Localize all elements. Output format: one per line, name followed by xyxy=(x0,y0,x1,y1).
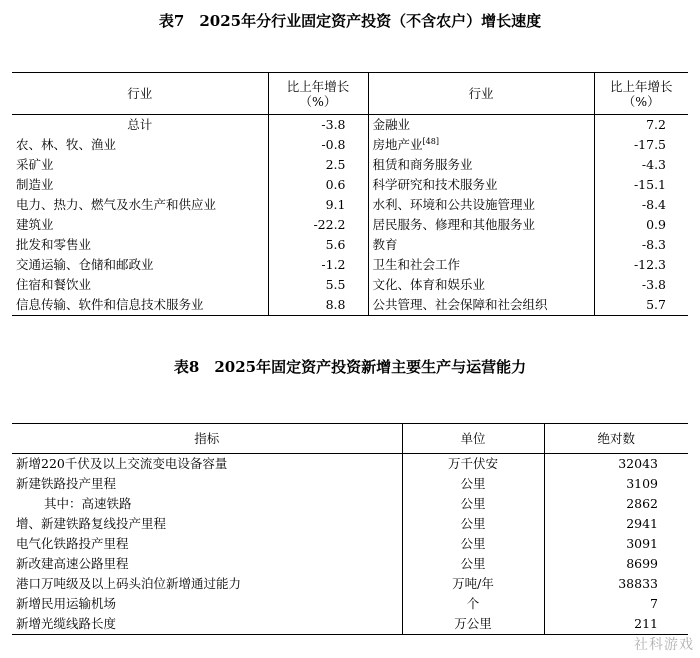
indicator-name: 增、新建铁路复线投产里程 xyxy=(12,514,402,534)
indicator-name: 新增220千伏及以上交流变电设备容量 xyxy=(12,454,402,475)
header-absolute: 绝对数 xyxy=(544,424,688,454)
table-row xyxy=(12,175,688,195)
industry-name-text: 教育 xyxy=(372,237,398,252)
industry-name: 交通运输、仓储和邮政业 xyxy=(12,255,268,275)
industry-name: 制造业 xyxy=(12,175,268,195)
table-row xyxy=(12,534,688,554)
table8-title: 表8 2025年固定资产投资新增主要生产与运营能力 xyxy=(173,358,527,376)
industry-name-text: 公共管理、社会保障和社会组织 xyxy=(372,297,548,312)
table-row xyxy=(12,554,688,574)
header-growth-left xyxy=(268,73,368,115)
header-growth-right xyxy=(594,73,688,115)
industry-name xyxy=(368,195,594,215)
growth-value: 2.5 xyxy=(268,155,368,175)
industry-growth-table xyxy=(12,72,688,316)
table-row xyxy=(12,255,688,275)
table-row xyxy=(12,235,688,255)
industry-name xyxy=(368,115,594,136)
table-row xyxy=(12,295,688,316)
growth-value: -0.8 xyxy=(268,135,368,155)
unit: 公里 xyxy=(402,554,544,574)
industry-name-text: 卫生和社会工作 xyxy=(372,257,461,272)
industry-name-text: 水利、环境和公共设施管理业 xyxy=(372,197,536,212)
industry-name: 住宿和餐饮业 xyxy=(12,275,268,295)
watermark: 社科游戏 xyxy=(634,637,694,653)
header-growth-line1: 比上年增长 xyxy=(286,78,350,94)
industry-name xyxy=(368,175,594,195)
header-indicator: 指标 xyxy=(12,424,402,454)
growth-value: 7.2 xyxy=(646,117,666,132)
growth-value: 0.9 xyxy=(646,217,666,232)
absolute-value: 7 xyxy=(650,596,658,611)
unit: 万吨/年 xyxy=(402,574,544,594)
growth-value: -17.5 xyxy=(633,137,666,152)
absolute-value: 38833 xyxy=(618,576,658,591)
growth-value: -15.1 xyxy=(633,177,666,192)
absolute-value: 2941 xyxy=(626,516,658,531)
industry-name-text: 居民服务、修理和其他服务业 xyxy=(372,217,536,232)
growth-value: 8.8 xyxy=(268,295,368,316)
absolute-value: 8699 xyxy=(626,556,658,571)
table-row xyxy=(12,195,688,215)
growth-value: -3.8 xyxy=(268,115,368,136)
industry-name: 农、林、牧、渔业 xyxy=(12,135,268,155)
indicator-name: 新增民用运输机场 xyxy=(12,594,402,614)
growth-value: -8.4 xyxy=(641,197,666,212)
growth-value: 5.6 xyxy=(268,235,368,255)
industry-name-text: 租赁和商务服务业 xyxy=(372,157,473,172)
table7-title: 表7 2025年分行业固定资产投资（不含农户）增长速度 xyxy=(158,12,542,30)
table-row xyxy=(12,594,688,614)
table-row xyxy=(12,155,688,175)
industry-name xyxy=(368,275,594,295)
table-row xyxy=(12,474,688,494)
table-row xyxy=(12,115,688,136)
table-row xyxy=(12,574,688,594)
industry-name-text: 科学研究和技术服务业 xyxy=(372,177,498,192)
unit: 个 xyxy=(402,594,544,614)
growth-value: -22.2 xyxy=(268,215,368,235)
unit: 万千伏安 xyxy=(402,454,544,475)
table-row xyxy=(12,275,688,295)
header-growth-line1: 比上年增长 xyxy=(609,78,673,94)
unit: 万公里 xyxy=(402,614,544,635)
industry-name: 建筑业 xyxy=(12,215,268,235)
absolute-value: 2862 xyxy=(626,496,658,511)
indicator-name: 新建铁路投产里程 xyxy=(12,474,402,494)
absolute-value: 211 xyxy=(544,614,688,635)
indicator-name: 新增光缆线路长度 xyxy=(12,614,402,635)
growth-value: -1.2 xyxy=(268,255,368,275)
footnote-ref: [48] xyxy=(422,136,439,146)
growth-value: -4.3 xyxy=(641,157,666,172)
growth-value: 5.7 xyxy=(594,295,688,316)
header-growth-line2: （%） xyxy=(622,93,660,109)
industry-name-text: 金融业 xyxy=(372,117,411,132)
industry-name xyxy=(368,235,594,255)
header-industry-left: 行业 xyxy=(12,73,268,115)
header-growth-line2: （%） xyxy=(299,93,337,109)
header-industry-right: 行业 xyxy=(368,73,594,115)
industry-name-text: 房地产业 xyxy=(372,137,423,152)
indicator-name: 电气化铁路投产里程 xyxy=(12,534,402,554)
table-row xyxy=(12,135,688,155)
industry-name xyxy=(368,155,594,175)
unit: 公里 xyxy=(402,534,544,554)
growth-value: 0.6 xyxy=(268,175,368,195)
absolute-value: 3109 xyxy=(626,476,658,491)
absolute-value: 3091 xyxy=(626,536,658,551)
unit: 公里 xyxy=(402,474,544,494)
growth-value: 9.1 xyxy=(268,195,368,215)
industry-name: 总计 xyxy=(12,115,268,136)
header-unit: 单位 xyxy=(402,424,544,454)
industry-name: 电力、热力、燃气及水生产和供应业 xyxy=(12,195,268,215)
unit: 公里 xyxy=(402,514,544,534)
industry-name-text: 文化、体育和娱乐业 xyxy=(372,277,486,292)
table-row xyxy=(12,614,688,635)
table-row xyxy=(12,514,688,534)
industry-name xyxy=(368,135,594,155)
growth-value: 5.5 xyxy=(268,275,368,295)
industry-name xyxy=(368,255,594,275)
unit: 公里 xyxy=(402,494,544,514)
growth-value: -8.3 xyxy=(641,237,666,252)
table-row xyxy=(12,215,688,235)
growth-value: -12.3 xyxy=(633,257,666,272)
industry-name: 采矿业 xyxy=(12,155,268,175)
industry-name xyxy=(368,215,594,235)
industry-name: 批发和零售业 xyxy=(12,235,268,255)
growth-value: -3.8 xyxy=(641,277,666,292)
industry-name xyxy=(368,295,594,316)
table-row xyxy=(12,454,688,475)
absolute-value: 32043 xyxy=(618,456,658,471)
capacity-table xyxy=(12,423,688,635)
indicator-name: 港口万吨级及以上码头泊位新增通过能力 xyxy=(12,574,402,594)
indicator-name: 其中：高速铁路 xyxy=(12,494,402,514)
indicator-name: 新改建高速公路里程 xyxy=(12,554,402,574)
table-row xyxy=(12,494,688,514)
industry-name: 信息传输、软件和信息技术服务业 xyxy=(12,295,268,316)
